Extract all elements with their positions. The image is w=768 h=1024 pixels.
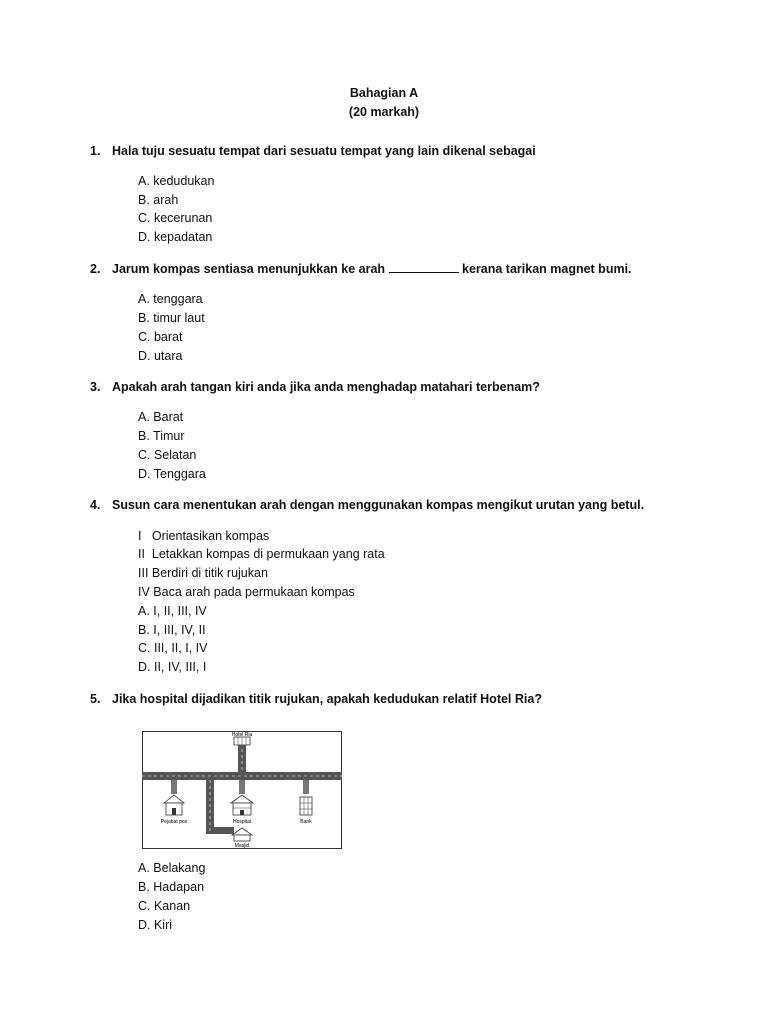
question-number: 2. — [90, 262, 101, 276]
option-c: C. kecerunan — [138, 211, 213, 225]
hotel-icon — [234, 737, 250, 745]
question-number: 1. — [90, 144, 101, 158]
step-4: IV Baca arah pada permukaan kompas — [138, 585, 355, 599]
bank-label: Bank — [300, 819, 312, 825]
section-marks: (20 markah) — [348, 105, 420, 119]
mosque-label: Masjid — [234, 843, 250, 849]
option-c: C. barat — [138, 330, 183, 344]
answer-blank — [389, 262, 459, 273]
question-text — [112, 262, 632, 276]
hospital-label: Hospital — [232, 819, 252, 825]
option-a: A. kedudukan — [138, 174, 215, 188]
option-c: C. III, II, I, IV — [138, 641, 208, 655]
option-a: A. Belakang — [138, 861, 206, 875]
section-title: Bahagian A — [349, 86, 419, 100]
hotel-label: Hotel Ria — [231, 732, 253, 738]
option-a: A. tenggara — [138, 292, 203, 306]
question-number: 4. — [90, 498, 101, 512]
question-number: 3. — [90, 380, 101, 394]
option-a: A. I, II, III, IV — [138, 604, 207, 618]
option-d: D. kepadatan — [138, 230, 213, 244]
option-c: C. Kanan — [138, 899, 191, 913]
question-text-before: Jarum kompas sentiasa menunjukkan ke arah — [112, 262, 386, 276]
step-1: I Orientasikan kompas — [138, 529, 270, 543]
post-office-label: Pejabat pos — [160, 819, 188, 825]
option-b: B. arah — [138, 193, 179, 207]
location-map — [142, 731, 342, 849]
option-b: B. Timur — [138, 429, 185, 443]
option-b: B. Hadapan — [138, 880, 205, 894]
question-text: Hala tuju sesuatu tempat dari sesuatu tempat yang lain dikenal sebagai — [112, 144, 536, 158]
option-d: D. utara — [138, 349, 183, 363]
question-text: Susun cara menentukan arah dengan menggunakan kompas mengikut urutan yang betul. — [112, 498, 645, 512]
question-text-after: kerana tarikan magnet bumi. — [462, 262, 632, 276]
question-text: Jika hospital dijadikan titik rujukan, apakah kedudukan relatif Hotel Ria? — [112, 692, 542, 706]
step-2: II Letakkan kompas di permukaan yang rata — [138, 547, 385, 561]
option-d: D. II, IV, III, I — [138, 660, 207, 674]
question-text: Apakah arah tangan kiri anda jika anda menghadap matahari terbenam? — [112, 380, 540, 394]
question-number: 5. — [90, 692, 101, 706]
option-b: B. timur laut — [138, 311, 205, 325]
option-b: B. I, III, IV, II — [138, 623, 206, 637]
option-d: D. Tenggara — [138, 467, 206, 481]
option-d: D. Kiri — [138, 918, 173, 932]
option-a: A. Barat — [138, 410, 184, 424]
step-3: III Berdiri di titik rujukan — [138, 566, 268, 580]
option-c: C. Selatan — [138, 448, 197, 462]
bank-icon — [300, 797, 312, 815]
